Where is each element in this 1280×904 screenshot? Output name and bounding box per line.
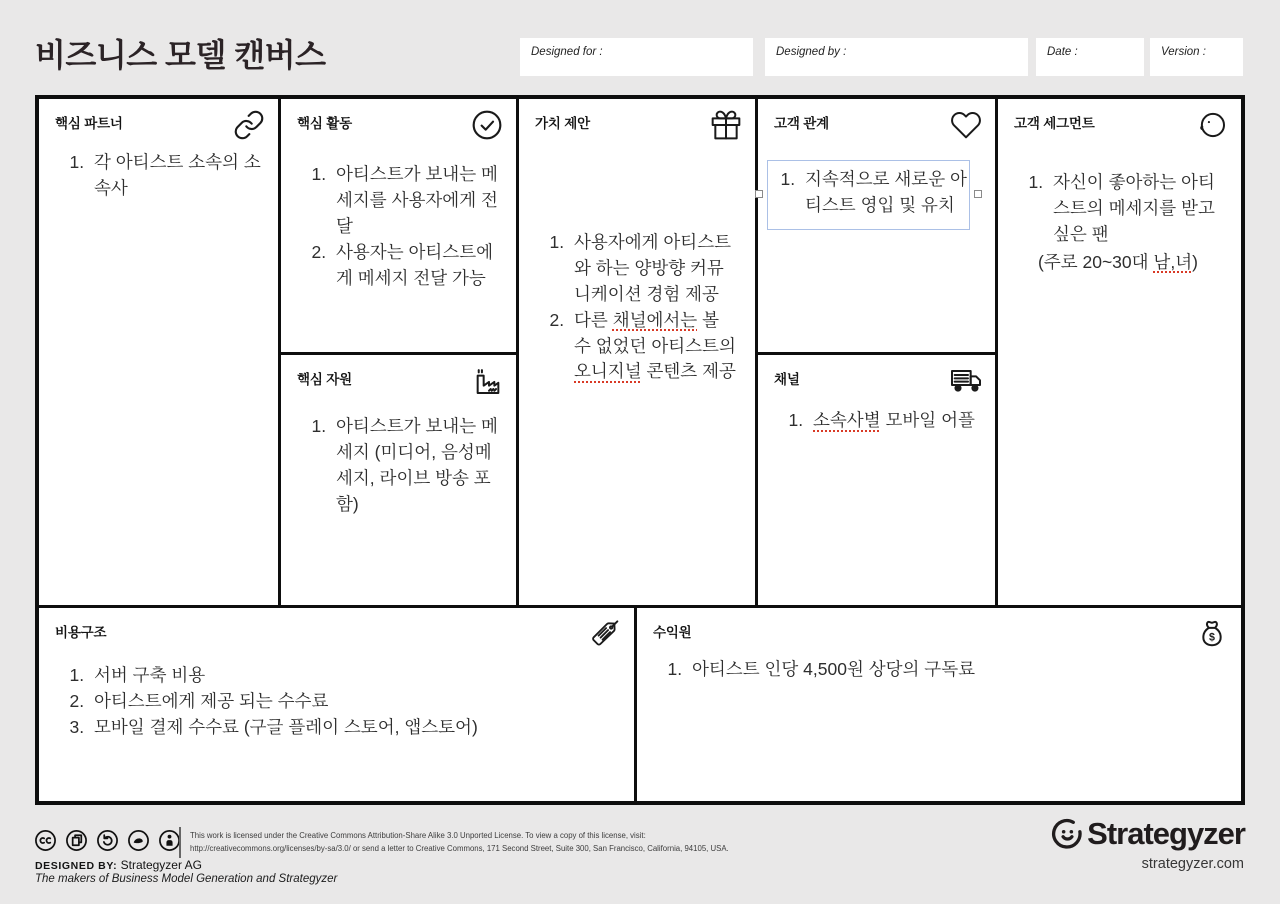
version-label: Version :	[1161, 46, 1206, 58]
spellcheck-word: 오니지널	[574, 361, 642, 382]
value-propositions-list	[535, 230, 739, 385]
customer-segments-list	[1014, 170, 1225, 248]
list-item: 1. 아티스트가 보내는 메세지를 사용자에게 전달	[331, 162, 500, 240]
makers-credit: The makers of Business Model Generation and Strategyzer	[35, 873, 338, 885]
selection-handle-right[interactable]	[974, 190, 982, 198]
section-revenue-streams[interactable]	[637, 608, 1241, 801]
customer-relationships-list	[768, 167, 967, 219]
key-resources-list	[297, 414, 500, 518]
list-item: 1. 사용자에게 아티스트와 하는 양방향 커뮤니케이션 경험 제공	[569, 230, 739, 308]
strategyzer-website: strategyzer.com	[1141, 856, 1244, 872]
factory-icon	[471, 365, 503, 397]
canvas-grid	[35, 95, 1245, 805]
svg-text:$: $	[1209, 631, 1215, 644]
cc-license-icons	[34, 829, 181, 852]
section-key-activities[interactable]	[281, 99, 516, 352]
section-title: 고객 관계	[774, 116, 829, 131]
cc-icon	[34, 829, 57, 852]
spellcheck-word: 채널에서는	[612, 309, 698, 330]
customer-segments-note: (주로 20~30대 남,녀)	[1038, 251, 1198, 272]
section-cost-structure[interactable]	[39, 608, 634, 801]
list-item: 2. 아티스트에게 제공 되는 수수료	[89, 689, 618, 715]
designed-for-field[interactable]	[520, 38, 753, 76]
strategyzer-logo-text: Strategyzer	[1087, 816, 1245, 851]
strategyzer-logo	[1051, 816, 1245, 852]
date-label: Date :	[1047, 46, 1078, 58]
cc-share-alike-icon	[96, 829, 119, 852]
selected-text-box[interactable]	[767, 160, 970, 230]
date-field[interactable]	[1036, 38, 1144, 76]
cc-copy-icon	[65, 829, 88, 852]
list-item: 1. 지속적으로 새로운 아티스트 영입 및 유치	[800, 167, 967, 219]
price-tag-icon	[589, 618, 621, 650]
version-field[interactable]	[1150, 38, 1243, 76]
designed-for-label: Designed for :	[531, 46, 603, 58]
list-item: 1. 각 아티스트 소속의 소속사	[89, 150, 262, 202]
designed-by-field[interactable]	[765, 38, 1028, 76]
page-title: 비즈니스 모델 캔버스	[35, 37, 326, 73]
section-key-resources[interactable]	[281, 355, 516, 605]
list-item: 1. 아티스트가 보내는 메세지 (미디어, 음성메세지, 라이브 방송 포함)	[331, 414, 500, 518]
section-key-partners[interactable]	[39, 99, 278, 605]
list-item: 2. 사용자는 아티스트에게 메세지 전달 가능	[331, 240, 500, 292]
key-partners-list	[55, 150, 262, 202]
list-item: 1. 소속사별 모바일 어플	[808, 408, 979, 434]
money-bag-icon	[1196, 618, 1228, 650]
section-title: 핵심 파트너	[55, 116, 123, 131]
heart-icon	[950, 109, 982, 141]
section-title: 채널	[774, 372, 800, 387]
section-title: 비용구조	[55, 625, 107, 640]
designed-by-credit: DESIGNED BY: Strategyzer AG	[35, 858, 202, 872]
list-item: 1. 자신이 좋아하는 아티스트의 메세지를 받고 싶은 팬	[1048, 170, 1225, 248]
strategyzer-logo-icon	[1051, 818, 1084, 851]
section-value-propositions[interactable]	[519, 99, 755, 605]
list-item: 1. 서버 구축 비용	[89, 663, 618, 689]
truck-icon	[950, 365, 982, 397]
section-customer-relationships[interactable]	[758, 99, 995, 352]
check-circle-icon	[471, 109, 503, 141]
list-item: 1. 아티스트 인당 4,500원 상당의 구독료	[687, 657, 1225, 683]
person-face-icon	[1196, 109, 1228, 141]
section-title: 핵심 활동	[297, 116, 352, 131]
key-activities-list	[297, 162, 500, 291]
section-customer-segments[interactable]	[998, 99, 1241, 605]
gift-icon	[710, 109, 742, 141]
channels-list	[774, 408, 979, 434]
spellcheck-word: 남,녀	[1153, 251, 1193, 272]
designed-by-label: Designed by :	[776, 46, 847, 58]
license-text: This work is licensed under the Creative Commons Attribution-Share Alike 3.0 Unported License. To view a copy of this license, visit: http://creativecommons.org/licenses/by-sa/3.0/ or send a letter to Creative Commons, 171 Second Street, Suite 300, San Francisco, California, 94105, USA.	[190, 831, 729, 853]
cc-attribution-icon	[158, 829, 181, 852]
section-title: 가치 제안	[535, 116, 590, 131]
list-item: 3. 모바일 결제 수수료 (구글 플레이 스토어, 앱스토어)	[89, 715, 618, 741]
spellcheck-word: 소속사별	[813, 410, 881, 430]
revenue-streams-list	[653, 657, 1225, 683]
footer-divider	[179, 827, 181, 858]
cost-structure-list	[55, 663, 618, 741]
section-title: 수익원	[653, 625, 692, 640]
cc-remix-icon	[127, 829, 150, 852]
section-title: 핵심 자원	[297, 372, 352, 387]
list-item: 2. 다른 채널에서는 볼 수 없었던 아티스트의 오니지널 콘텐츠 제공	[569, 308, 739, 386]
section-channels[interactable]	[758, 355, 995, 605]
chain-link-icon	[233, 109, 265, 141]
selection-handle-left[interactable]	[755, 190, 763, 198]
section-title: 고객 세그먼트	[1014, 116, 1095, 131]
